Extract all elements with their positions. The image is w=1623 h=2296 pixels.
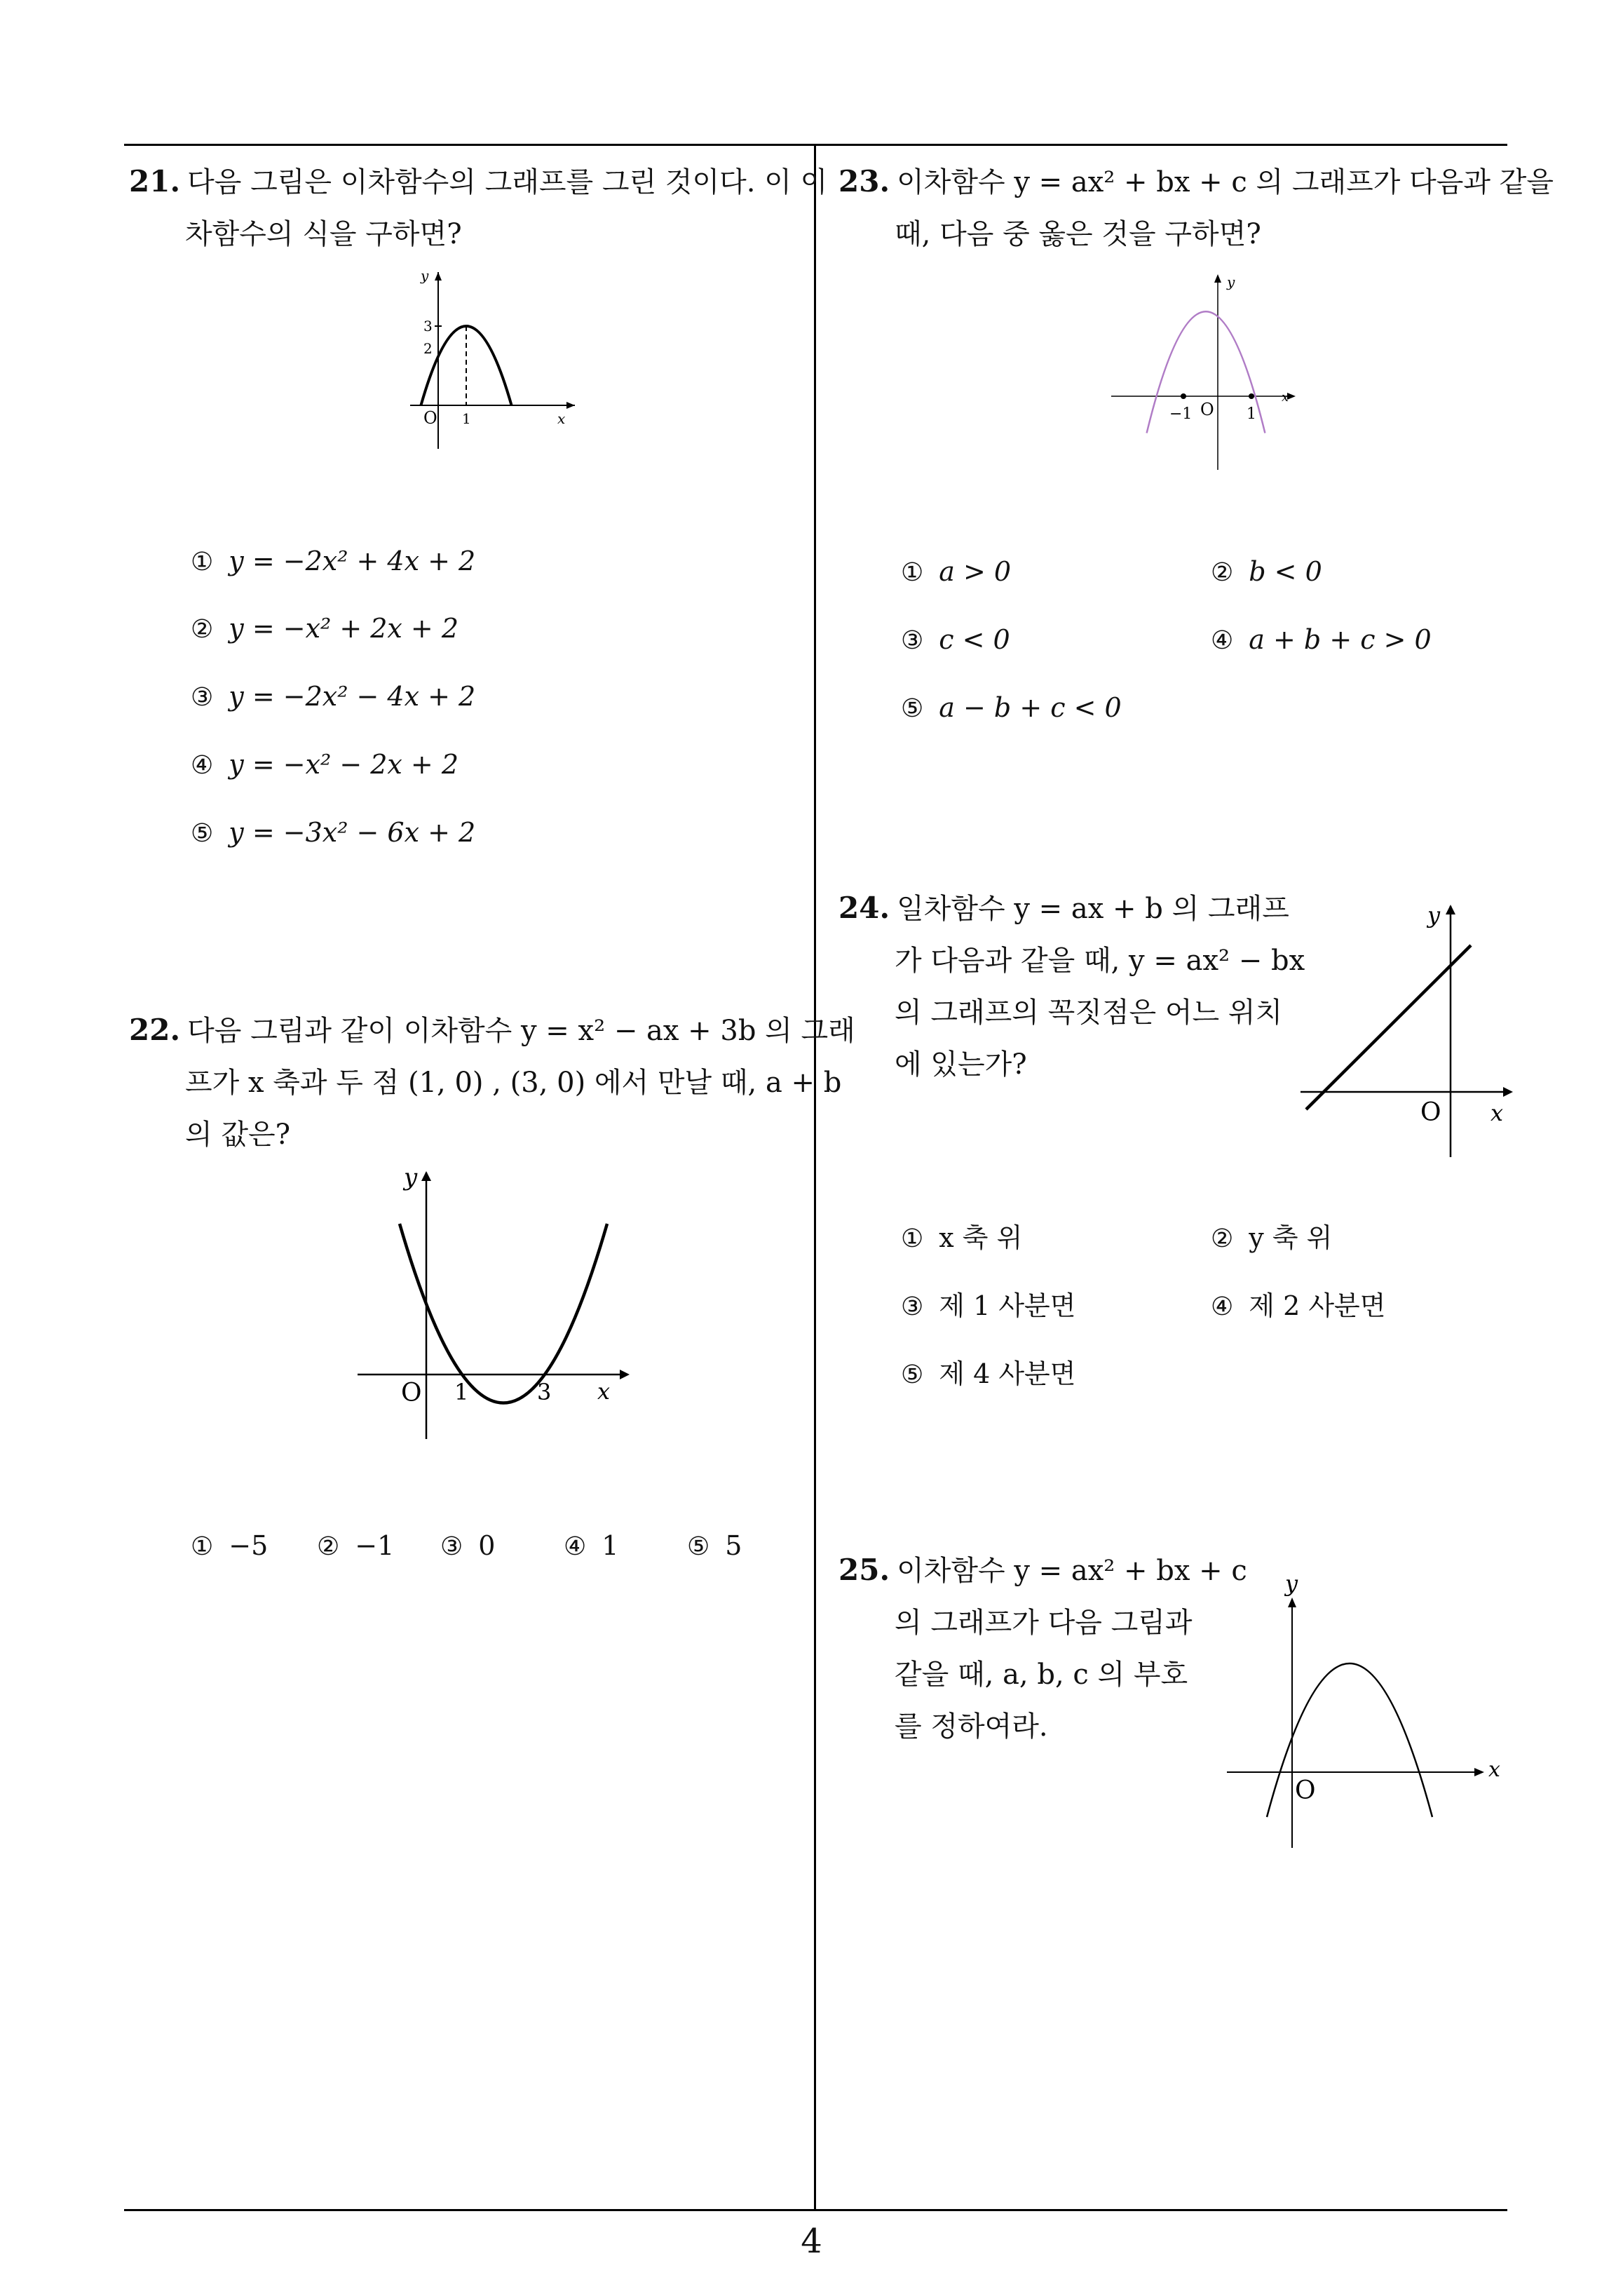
choice-22-3[interactable]: ③ 0 <box>440 1530 496 1561</box>
problem-text: 프가 x 축과 두 점 (1, 0) , (3, 0) 에서 만날 때, a + b <box>185 1067 842 1099</box>
problem-text: 다음 그림과 같이 이차함수 y = x² − ax + 3b 의 그래 <box>187 1015 855 1047</box>
choice-21-2[interactable]: ② y = −x² + 2x + 2 <box>191 613 459 644</box>
tick-label-3: 3 <box>537 1379 552 1405</box>
tick-label-1: 1 <box>454 1379 469 1405</box>
problem-24 <box>838 882 1305 1090</box>
choice-22-5[interactable]: ⑤ 5 <box>687 1530 742 1561</box>
choice-24-2[interactable]: ② y 축 위 <box>1211 1222 1333 1253</box>
x-axis-label: x <box>1282 390 1289 405</box>
choice-24-4[interactable]: ④ 제 2 사분면 <box>1211 1290 1386 1321</box>
choice-24-1[interactable]: ① x 축 위 <box>901 1222 1023 1253</box>
choice-23-1[interactable]: ① a > 0 <box>901 556 1012 587</box>
problem-number: 22. <box>129 1013 181 1047</box>
problem-number: 23. <box>838 164 890 198</box>
problem-text: 때, 다음 중 옳은 것을 구하면? <box>895 218 1261 250</box>
problem-23 <box>838 156 1554 260</box>
graph-21 <box>407 266 582 456</box>
choice-24-5[interactable]: ⑤ 제 4 사분면 <box>901 1358 1076 1389</box>
origin-label: O <box>401 1379 422 1407</box>
problem-text: 다음 그림은 이차함수의 그래프를 그린 것이다. 이 이 <box>187 166 828 198</box>
origin-label: O <box>423 408 437 428</box>
origin-label: O <box>1420 1098 1441 1127</box>
y-axis-label: y <box>404 1164 418 1191</box>
problem-text: 이차함수 y = ax² + bx + c <box>897 1555 1247 1587</box>
choice-21-5[interactable]: ⑤ y = −3x² − 6x + 2 <box>191 817 476 848</box>
tick-label-2: 2 <box>423 340 433 357</box>
choice-23-5[interactable]: ⑤ a − b + c < 0 <box>901 692 1122 723</box>
graph-25 <box>1223 1567 1518 1855</box>
problem-text: 이차함수 y = ax² + bx + c 의 그래프가 다음과 같을 <box>897 166 1554 198</box>
problem-number: 21. <box>129 164 181 198</box>
origin-label: O <box>1200 400 1214 419</box>
choice-23-2[interactable]: ② b < 0 <box>1211 556 1322 587</box>
choice-22-2[interactable]: ② −1 <box>317 1530 395 1561</box>
problem-text: 를 정하여라. <box>895 1710 1048 1743</box>
graph-24 <box>1297 898 1521 1164</box>
problem-text: 같을 때, a, b, c 의 부호 <box>895 1659 1188 1691</box>
x-axis-label: x <box>1490 1100 1504 1126</box>
problem-text: 차함수의 식을 구하면? <box>185 218 462 250</box>
problem-text: 의 값은? <box>185 1119 291 1151</box>
y-axis-label: y <box>421 267 429 284</box>
problem-text: 의 그래프가 다음 그림과 <box>895 1607 1193 1639</box>
graph-23 <box>1108 270 1304 473</box>
problem-text: 에 있는가? <box>895 1048 1027 1081</box>
choice-23-4[interactable]: ④ a + b + c > 0 <box>1211 624 1432 655</box>
tick-label-minus-1: −1 <box>1169 405 1193 423</box>
choice-24-3[interactable]: ③ 제 1 사분면 <box>901 1290 1076 1321</box>
column-divider <box>814 144 816 2209</box>
choice-22-1[interactable]: ① −5 <box>191 1530 269 1561</box>
choice-21-4[interactable]: ④ y = −x² − 2x + 2 <box>191 749 459 780</box>
x-axis-label: x <box>557 410 566 427</box>
graph-22 <box>351 1164 645 1445</box>
choice-21-3[interactable]: ③ y = −2x² − 4x + 2 <box>191 681 476 712</box>
y-axis-label: y <box>1285 1570 1298 1597</box>
choice-21-1[interactable]: ① y = −2x² + 4x + 2 <box>191 546 476 576</box>
choice-22-4[interactable]: ④ 1 <box>564 1530 619 1561</box>
choice-23-3[interactable]: ③ c < 0 <box>901 624 1010 655</box>
problem-text: 가 다음과 같을 때, y = ax² − bx <box>895 945 1305 977</box>
y-axis-label: y <box>1427 902 1441 928</box>
problem-number: 25. <box>838 1553 890 1587</box>
origin-label: O <box>1295 1776 1316 1805</box>
tick-label-1: 1 <box>462 410 471 427</box>
x-axis-label: x <box>1488 1757 1500 1782</box>
problem-25 <box>838 1544 1247 1753</box>
problem-text: 의 그래프의 꼭짓점은 어느 위치 <box>895 997 1283 1029</box>
y-axis-label: y <box>1227 274 1235 290</box>
problem-22 <box>129 1004 855 1161</box>
tick-label-1: 1 <box>1247 405 1256 423</box>
problem-21 <box>129 156 827 260</box>
problem-number: 24. <box>838 891 890 925</box>
x-axis-label: x <box>597 1378 611 1405</box>
tick-label-3: 3 <box>423 318 433 335</box>
problem-text: 일차함수 y = ax + b 의 그래프 <box>897 893 1289 925</box>
page-number: 4 <box>801 2222 822 2261</box>
bottom-rule <box>124 2209 1507 2211</box>
